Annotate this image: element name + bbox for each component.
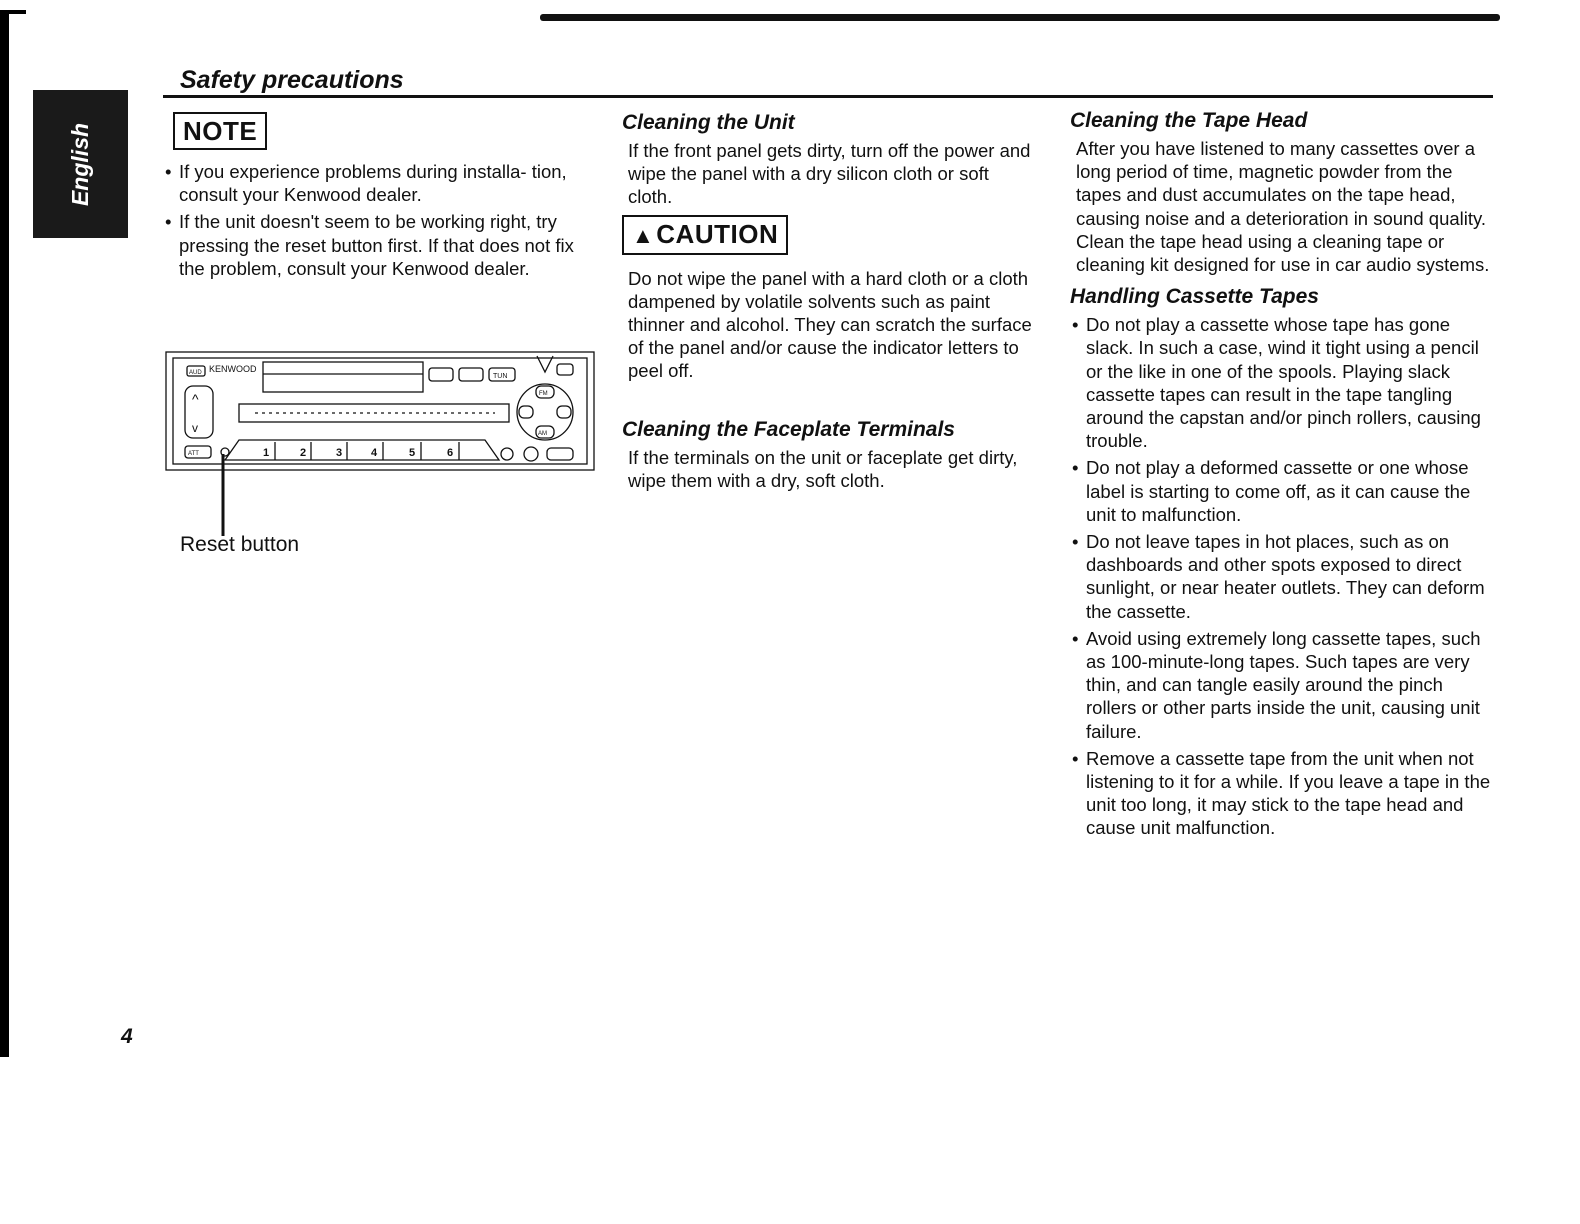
preset-5-label: 5 [409,447,416,459]
note-item: • If the unit doesn't seem to be working right, try pressing the reset button first. If that does not fix the problem, consult your Kenwood dealer. [163,210,603,280]
play-pause-button [459,368,483,381]
am-button-label: AM [538,431,547,437]
car-stereo-faceplate-drawing [165,350,595,540]
cassette-tip-item: • Avoid using extremely long cassette tapes, such as 100-minute-long tapes. Such tapes are very thin, and can tangle easily around the pinch rollers or other parts inside the unit, causing unit failure. [1070,627,1495,743]
cleaning-unit-section [622,110,1032,209]
cassette-tapes-heading: Handling Cassette Tapes [1070,285,1319,309]
cassette-tip-item: • Do not play a deformed cassette or one whose label is starting to come off, as it can cause the unit to malfunction. [1070,456,1495,526]
unit-illustration [165,350,595,575]
cassette-tapes-section [1070,284,1495,839]
warning-triangle-icon: ▲ [632,222,655,248]
caution-label: CAUTION [656,218,779,249]
caution-text: Do not wipe the panel with a hard cloth or a cloth dampened by volatile solvents such as paint thinner and alcohol. They can scratch the surface of the panel and/or cause the indicator letters to peel off. [628,267,1032,382]
mode-button [547,448,573,460]
note-item: • If you experience problems during installa- tion, consult your Kenwood dealer. [163,160,603,206]
cassette-tip-item: • Do not play a cassette whose tape has gone slack. In such a case, wind it tight using a pencil or the like in one of the spools. Playing slack cassette tapes can result in the tape tangling around the capstan and/or pinch rollers, causing trouble. [1070,313,1495,452]
cassette-tip-item: • Remove a cassette tape from the unit when not listening to it for a while. If you leave a tape in the unit too long, it may stick to the tape head and cause unit malfunction. [1070,747,1495,840]
cassette-tip-item: • Do not leave tapes in hot places, such as on dashboards and other spots exposed to direct sunlight, or near heater outlets. They can deform the cassette. [1070,530,1495,623]
att-button-label: ATT [188,451,199,457]
page-edge-bar [0,12,9,1057]
tun-button-label: TUN [493,373,508,380]
tape-head-text: After you have listened to many cassettes over a long period of time, magnetic powder from the tapes and dust accumulates on the tape head, causing noise and a deterioration in sound quality. Clean the tape head using a cleaning tape or cleaning kit designed for use in car audio systems. [1076,138,1490,276]
fm-button-label: FM [539,391,548,397]
top-rule [540,14,1500,21]
knob-small [501,448,513,460]
display-window [263,362,423,392]
preset-3-label: 3 [336,447,343,459]
note-label: NOTE [173,112,267,150]
tape-head-heading: Cleaning the Tape Head [1070,109,1308,132]
release-button [557,364,573,375]
cleaning-unit-text: If the front panel gets dirty, turn off the power and wipe the panel with a dry silicon cloth or soft cloth. [628,140,1031,208]
track-back-button [519,406,533,418]
cleaning-unit-heading: Cleaning the Unit [622,111,795,134]
down-arrow-icon: v [192,421,198,435]
cassette-tapes-list [1070,313,1495,839]
seek-button [429,368,453,381]
faceplate-terminals-heading: Cleaning the Faceplate Terminals [622,417,955,441]
middle-column [622,110,1032,492]
language-tab-label: English [67,122,93,206]
faceplate-terminals-text: If the terminals on the unit or faceplate get dirty, wipe them with a dry, soft cloth. [628,446,1018,491]
title-underline [163,95,1493,98]
preset-4-label: 4 [371,447,378,459]
volume-rocker [185,386,213,438]
up-arrow-icon: ^ [192,391,199,407]
caution-label-box [622,215,788,255]
page-title: Safety precautions [180,66,404,94]
preset-1-label: 1 [263,447,270,459]
knob-large [524,447,538,461]
aud-button-label: AUD [189,370,202,376]
brand-label: KENWOOD [209,364,257,374]
track-forward-button [557,406,571,418]
note-list [163,160,603,280]
right-column [1070,108,1495,844]
language-tab [33,90,128,238]
tape-head-section [1070,108,1495,276]
reset-button-caption: Reset button [180,533,300,556]
note-section [163,112,603,284]
preset-6-label: 6 [447,447,454,459]
faceplate-terminals-section [622,417,1032,492]
preset-2-label: 2 [300,447,307,459]
page-number: 4 [121,1025,133,1048]
